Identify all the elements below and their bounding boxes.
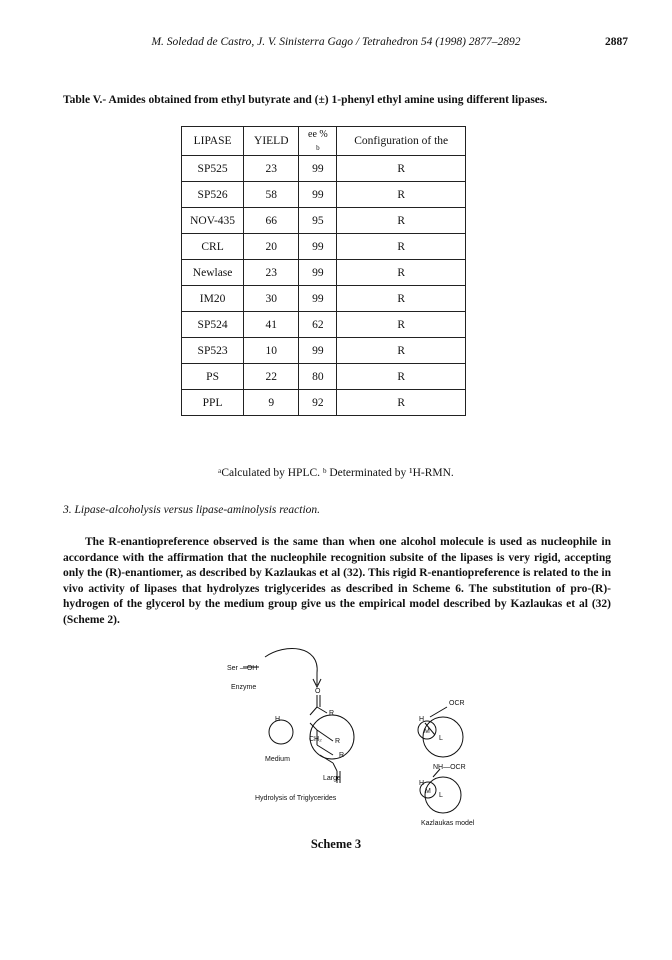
cell-config: R [337, 390, 466, 416]
table-row [182, 312, 466, 338]
cell-ee: 95 [299, 208, 337, 234]
header-ee [299, 127, 337, 156]
table-row [182, 156, 466, 182]
enzyme-label: Enzyme [231, 684, 257, 691]
cell-ee: 99 [299, 156, 337, 182]
table-row [182, 286, 466, 312]
cell-config: R [337, 312, 466, 338]
cell-yield: 22 [244, 364, 299, 390]
table-row [182, 390, 466, 416]
cell-yield: 23 [244, 260, 299, 286]
kazlaukas-model-label: Kazlaukas model [421, 820, 475, 827]
cell-ee: 99 [299, 260, 337, 286]
table-header-row [182, 127, 466, 156]
table-caption-text: Amides obtained from ethyl butyrate and (±) 1-phenyl ethyl amine using different lipases. [108, 94, 548, 106]
header-ee-superscript: b [316, 143, 320, 152]
medium-pocket-circle [269, 720, 293, 744]
table-row [182, 182, 466, 208]
cell-lipase: SP525 [182, 156, 244, 182]
ocr-label: OCR [449, 700, 465, 707]
header-configuration: Configuration of the [337, 127, 466, 156]
kaz-l-label-2: L [439, 792, 443, 799]
cell-lipase: PPL [182, 390, 244, 416]
header-yield: YIELD [244, 127, 299, 156]
scheme-3-drawing [225, 645, 505, 830]
cell-yield: 66 [244, 208, 299, 234]
cell-lipase: Newlase [182, 260, 244, 286]
cell-config: R [337, 208, 466, 234]
table-row [182, 364, 466, 390]
page-header [0, 36, 672, 52]
cell-config: R [337, 364, 466, 390]
cell-yield: 58 [244, 182, 299, 208]
cell-ee: 62 [299, 312, 337, 338]
medium-label: Medium [265, 756, 290, 763]
cell-lipase: SP523 [182, 338, 244, 364]
cell-ee: 99 [299, 286, 337, 312]
table-caption [63, 94, 547, 106]
cell-ee: 92 [299, 390, 337, 416]
cell-yield: 41 [244, 312, 299, 338]
cell-lipase: CRL [182, 234, 244, 260]
page-number: 2887 [605, 36, 628, 48]
nucleophile-arrow [265, 649, 317, 685]
kazlaukas-large-circle-1 [423, 717, 463, 757]
cell-ee: 99 [299, 234, 337, 260]
cell-lipase: SP524 [182, 312, 244, 338]
cell-lipase: SP526 [182, 182, 244, 208]
hydrolysis-label: Hydrolysis of Triglycerides [255, 795, 337, 802]
cell-config: R [337, 182, 466, 208]
cell-yield: 30 [244, 286, 299, 312]
cell-lipase: NOV-435 [182, 208, 244, 234]
kaz-m-label-1: M [424, 728, 430, 735]
table-caption-label: Table V.- [63, 94, 107, 106]
cell-config: R [337, 156, 466, 182]
cell-config: R [337, 260, 466, 286]
scheme-caption: Scheme 3 [310, 837, 362, 851]
cell-ee: 80 [299, 364, 337, 390]
header-lipase: LIPASE [182, 127, 244, 156]
kaz-l-label-1: L [439, 735, 443, 742]
large-label: Large [323, 775, 341, 782]
cell-lipase: IM20 [182, 286, 244, 312]
carbonyl-o-label: O [315, 688, 321, 695]
table-row [182, 338, 466, 364]
table-row [182, 260, 466, 286]
cell-config: R [337, 338, 466, 364]
r-label-2: R [335, 738, 341, 745]
table-footnote: ᵃCalculated by HPLC. ᵇ Determinated by ¹H-RMN. [218, 467, 454, 479]
cell-yield: 23 [244, 156, 299, 182]
kaz-m-label-2: M [425, 788, 431, 795]
ser-oh-label: Ser —OH [227, 665, 258, 672]
kaz-h-label-1: H [419, 716, 425, 723]
header-ee-label: ee % [308, 128, 328, 140]
cell-ee: 99 [299, 338, 337, 364]
r-label-3: R [339, 752, 345, 759]
h-label: H [275, 716, 281, 723]
table-row [182, 234, 466, 260]
cell-yield: 10 [244, 338, 299, 364]
body-paragraph: The R-enantiopreference observed is the same than when one alcohol molecule is used as nucleophile in accordance with the affirmation that the nucleophile recognition subsite of the lipases is very rigid, accepting only the (R)-enantiomer, as described by Kazlaukas et al (32). This rigid R-enantiopreference is related to the in vivo activity of lipases that hydrolyzes triglycerides as described in Scheme 6. The substitution of pro-(R)-hydrogen of the glycerol by the medium group give us the empirical model described by Kazlaukas et al (32) (Scheme 2). [63, 536, 611, 626]
section-heading: 3. Lipase-alcoholysis versus lipase-aminolysis reaction. [63, 504, 321, 516]
table-row [182, 208, 466, 234]
scheme-3-figure [225, 645, 505, 830]
lipase-table [181, 126, 466, 416]
cell-config: R [337, 286, 466, 312]
cell-ee: 99 [299, 182, 337, 208]
ch2-label: CH₂ [309, 736, 322, 743]
cell-lipase: PS [182, 364, 244, 390]
cell-config: R [337, 234, 466, 260]
kaz-h-label-2: H [419, 780, 425, 787]
cell-yield: 20 [244, 234, 299, 260]
running-head: M. Soledad de Castro, J. V. Sinisterra Gago / Tetrahedron 54 (1998) 2877–2892 [151, 36, 521, 48]
r-label-1: R [329, 710, 335, 717]
nh-ocr-label: NH—OCR [433, 764, 466, 771]
cell-yield: 9 [244, 390, 299, 416]
